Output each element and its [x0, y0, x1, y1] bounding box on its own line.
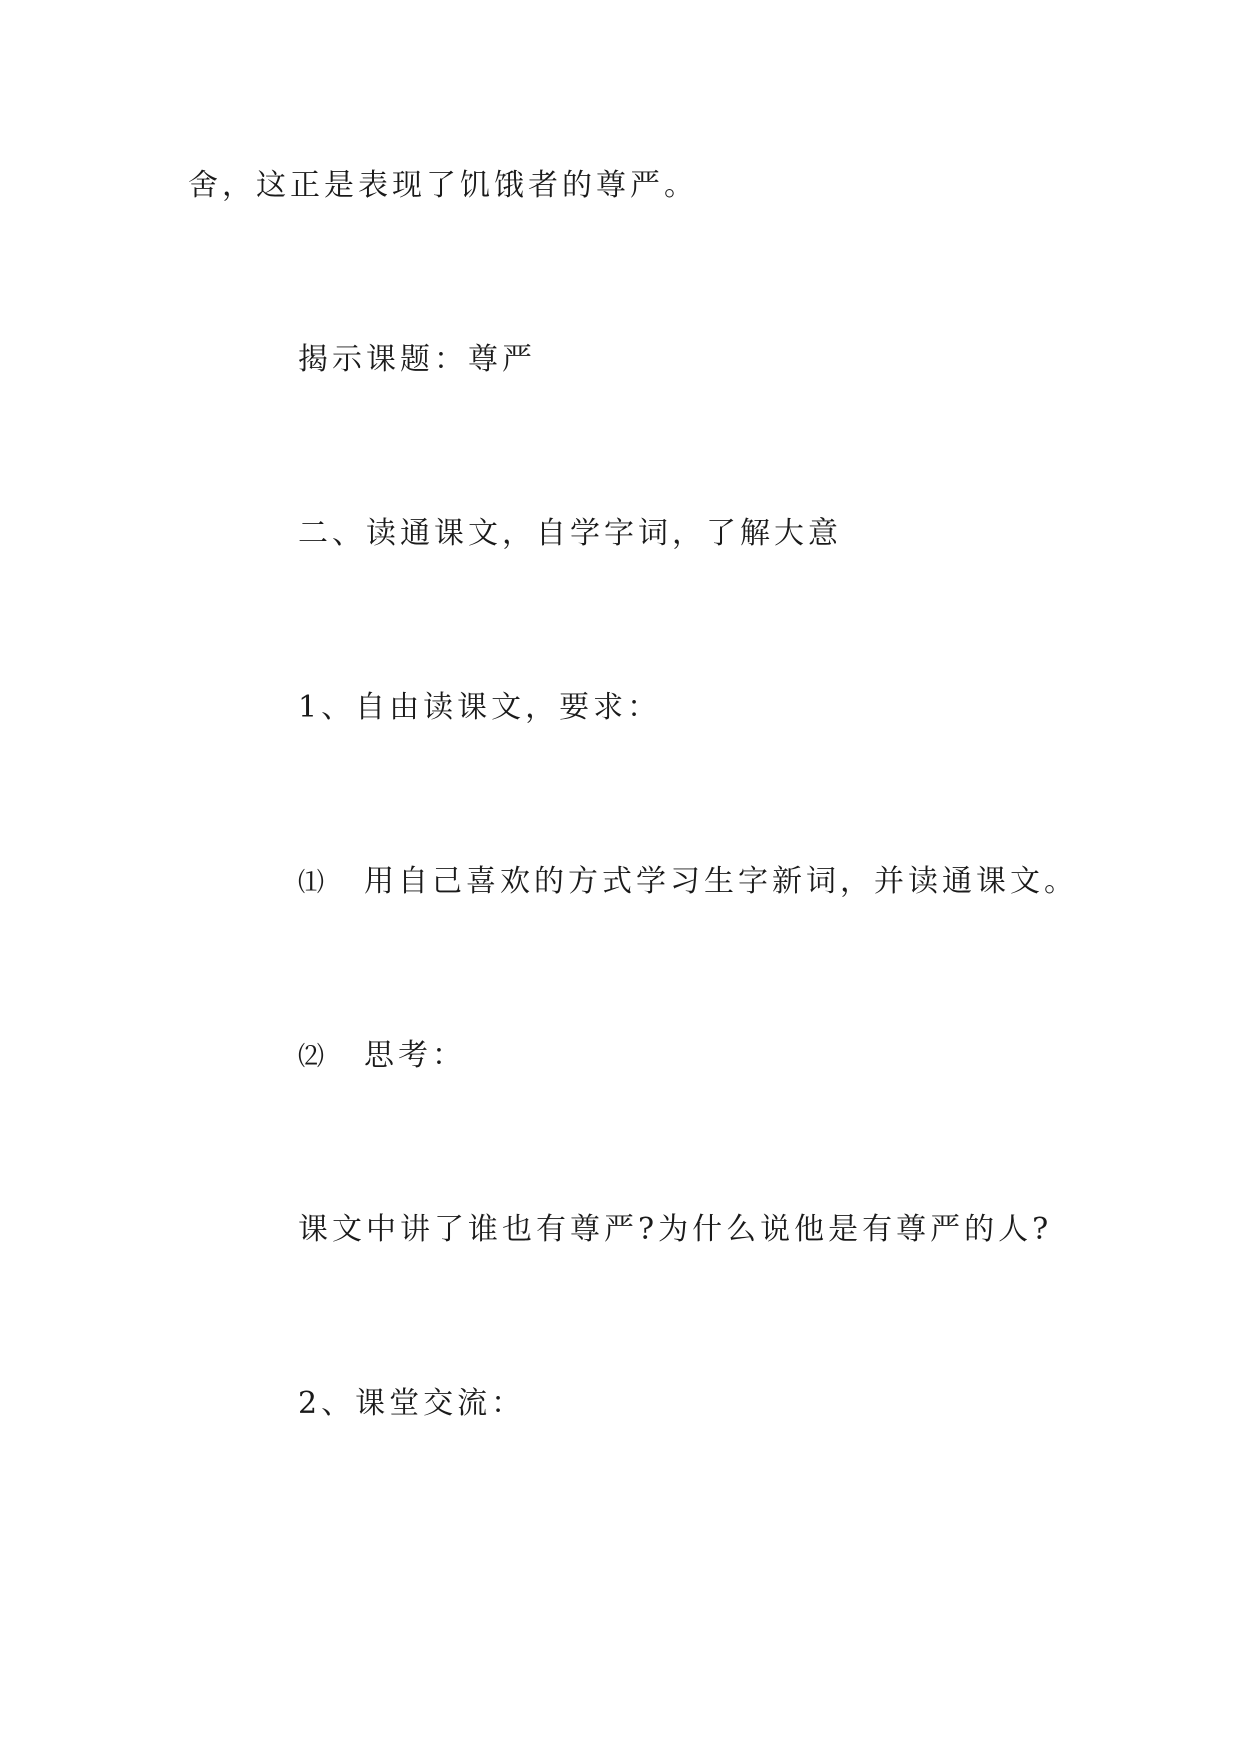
paragraph-line: 舍，这正是表现了饥饿者的尊严。	[188, 168, 698, 203]
lesson-title-line: 揭示课题：尊严	[298, 342, 536, 377]
sub-item-text: 思考：	[364, 1038, 466, 1073]
sub-item	[298, 862, 1078, 903]
section-heading: 二、读通课文，自学字词，了解大意	[298, 516, 842, 551]
sub-item-marker: ⑵	[298, 1042, 325, 1072]
sub-item-marker: ⑴	[298, 868, 325, 898]
numbered-item: 2、课堂交流：	[298, 1386, 526, 1421]
sub-item	[298, 1036, 466, 1077]
numbered-item: 1、自由读课文，要求：	[298, 690, 662, 725]
sub-item-text: 用自己喜欢的方式学习生字新词，并读通课文。	[364, 864, 1078, 899]
question-line: 课文中讲了谁也有尊严?为什么说他是有尊严的人?	[298, 1212, 1053, 1247]
